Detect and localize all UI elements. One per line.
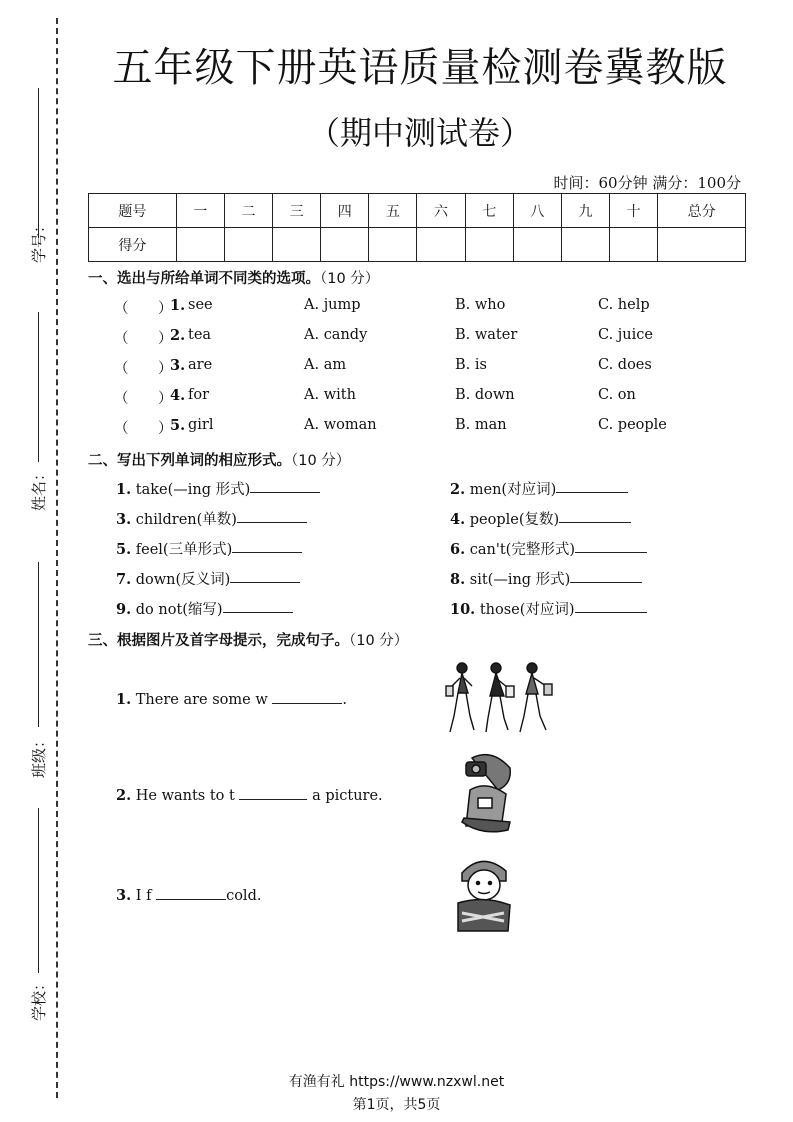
question-number: 5. <box>170 417 186 434</box>
score-cell[interactable] <box>369 228 417 262</box>
time-info: 时间：60分钟 满分：100分 <box>553 174 741 192</box>
question-number: 10. <box>450 601 476 618</box>
answer-paren-open[interactable]: （ <box>114 391 129 407</box>
answer-paren-open[interactable]: （ <box>114 421 129 437</box>
score-table <box>88 193 746 262</box>
sentence-text: There are some w <box>135 692 268 708</box>
section-3-title: 三、根据图片及首字母提示，完成句子。 <box>88 633 349 649</box>
option-a: A. jump <box>304 297 361 313</box>
score-table-score-row <box>89 228 746 262</box>
option-b: B. man <box>455 417 507 433</box>
answer-blank[interactable] <box>570 568 642 583</box>
list-item <box>0 327 793 349</box>
sentence-text: He wants to t <box>135 788 235 804</box>
score-header-cell: 二 <box>224 194 272 228</box>
answer-blank[interactable] <box>556 478 628 493</box>
watermark: 有渔有礼 https://www.nzxwl.net <box>288 1074 505 1090</box>
answer-paren-close: ） <box>158 361 173 377</box>
section-2-heading <box>88 449 350 470</box>
question-number: 5. <box>116 541 132 558</box>
score-header-cell: 八 <box>513 194 561 228</box>
list-item <box>0 538 793 560</box>
answer-paren-close: ） <box>158 301 173 317</box>
list-item <box>0 508 793 530</box>
question-number: 1. <box>116 691 132 708</box>
binding-margin <box>0 0 60 1122</box>
question-word: tea <box>188 327 212 343</box>
list-item <box>0 297 793 319</box>
score-cell[interactable] <box>224 228 272 262</box>
option-b: B. who <box>455 297 506 313</box>
answer-blank[interactable] <box>559 508 631 523</box>
score-cell[interactable] <box>273 228 321 262</box>
option-c: C. does <box>598 357 652 373</box>
girl-cold-illustration <box>450 855 516 933</box>
question-number: 3. <box>116 887 132 904</box>
sentence-text: I f <box>135 888 152 904</box>
question-number: 1. <box>116 481 132 498</box>
score-header-cell: 题号 <box>89 194 177 228</box>
sentence-end: a picture. <box>312 788 383 804</box>
score-header-cell: 五 <box>369 194 417 228</box>
answer-paren-open[interactable]: （ <box>114 331 129 347</box>
answer-blank[interactable] <box>575 598 647 613</box>
question-number: 9. <box>116 601 132 618</box>
word-prompt: sit(—ing 形式) <box>469 572 571 588</box>
woman-figure-3 <box>520 663 552 732</box>
option-b: B. is <box>455 357 487 373</box>
option-b: B. down <box>455 387 515 403</box>
answer-blank[interactable] <box>223 598 293 613</box>
score-header-cell: 三 <box>273 194 321 228</box>
question-number: 2. <box>170 327 186 344</box>
answer-blank[interactable] <box>272 689 342 704</box>
score-cell[interactable] <box>513 228 561 262</box>
answer-blank[interactable] <box>156 885 226 900</box>
option-a: A. woman <box>304 417 377 433</box>
woman-figure-2 <box>486 663 514 732</box>
question-number: 3. <box>116 511 132 528</box>
sentence-item <box>116 689 347 708</box>
question-number: 2. <box>450 481 466 498</box>
page-number: 第1页，共5页 <box>352 1097 441 1113</box>
question-number: 3. <box>170 357 186 374</box>
answer-paren-close: ） <box>158 331 173 347</box>
answer-paren-close: ） <box>158 391 173 407</box>
section-1-title: 一、选出与所给单词不同类的选项。 <box>88 271 320 287</box>
answer-blank[interactable] <box>237 508 307 523</box>
word-prompt: those(对应词) <box>479 602 575 618</box>
section-2-points: （10 分） <box>291 453 351 469</box>
score-table-header-row <box>89 194 746 228</box>
student-id-line <box>38 88 39 238</box>
sentence-item <box>116 885 261 904</box>
sentence-end: . <box>342 692 347 708</box>
question-number: 4. <box>170 387 186 404</box>
score-header-cell: 九 <box>561 194 609 228</box>
question-word: see <box>188 297 213 313</box>
name-label: 姓名： <box>30 465 49 512</box>
option-c: C. juice <box>598 327 653 343</box>
option-c: C. on <box>598 387 636 403</box>
word-prompt: take(—ing 形式) <box>135 482 251 498</box>
question-number: 2. <box>116 787 132 804</box>
question-number: 7. <box>116 571 132 588</box>
word-prompt: feel(三单形式) <box>135 542 233 558</box>
student-id-label: 学号： <box>30 217 49 264</box>
list-item <box>0 387 793 409</box>
word-prompt: men(对应词) <box>469 482 557 498</box>
score-cell[interactable] <box>658 228 746 262</box>
sentence-end: cold. <box>226 888 262 904</box>
section-3-heading <box>88 629 408 650</box>
word-prompt: people(复数) <box>469 512 560 528</box>
sentence-item <box>116 785 383 804</box>
question-number: 4. <box>450 511 466 528</box>
score-header-cell: 七 <box>465 194 513 228</box>
score-header-cell: 六 <box>417 194 465 228</box>
answer-paren-open[interactable]: （ <box>114 301 129 317</box>
option-c: C. people <box>598 417 667 433</box>
answer-blank[interactable] <box>575 538 647 553</box>
section-1-points: （10 分） <box>320 271 380 287</box>
list-item <box>0 478 793 500</box>
score-header-cell: 四 <box>321 194 369 228</box>
option-a: A. am <box>304 357 347 373</box>
score-cell[interactable] <box>176 228 224 262</box>
score-cell[interactable] <box>417 228 465 262</box>
question-number: 6. <box>450 541 466 558</box>
word-prompt: children(单数) <box>135 512 237 528</box>
score-row-label: 得分 <box>89 228 177 262</box>
class-label: 班级： <box>30 732 49 779</box>
answer-blank[interactable] <box>239 785 307 800</box>
section-3-points: （10 分） <box>349 633 409 649</box>
option-b: B. water <box>455 327 518 343</box>
woman-figure-1 <box>446 663 474 732</box>
women-shopping-illustration <box>440 658 558 736</box>
school-label: 学校： <box>30 975 49 1022</box>
option-a: A. with <box>304 387 356 403</box>
word-prompt: can't(完整形式) <box>469 542 575 558</box>
answer-paren-close: ） <box>158 421 173 437</box>
score-cell[interactable] <box>465 228 513 262</box>
score-cell[interactable] <box>321 228 369 262</box>
boy-camera-illustration <box>452 750 518 836</box>
answer-blank[interactable] <box>232 538 302 553</box>
page-subtitle: （期中测试卷） <box>307 114 532 152</box>
question-word: girl <box>188 417 214 433</box>
list-item <box>0 568 793 590</box>
list-item <box>0 417 793 439</box>
score-cell[interactable] <box>610 228 658 262</box>
option-c: C. help <box>598 297 650 313</box>
question-number: 1. <box>170 297 186 314</box>
answer-blank[interactable] <box>230 568 300 583</box>
option-a: A. candy <box>304 327 368 343</box>
question-word: for <box>188 387 210 403</box>
word-prompt: do not(缩写) <box>135 602 223 618</box>
page-title: 五年级下册英语质量检测卷冀教版 <box>112 45 728 91</box>
word-prompt: down(反义词) <box>135 572 231 588</box>
school-line <box>38 808 39 973</box>
question-number: 8. <box>450 571 466 588</box>
answer-paren-open[interactable]: （ <box>114 361 129 377</box>
section-1-heading <box>88 267 379 288</box>
score-cell[interactable] <box>561 228 609 262</box>
list-item <box>0 598 793 620</box>
section-2-title: 二、写出下列单词的相应形式。 <box>88 453 291 469</box>
answer-blank[interactable] <box>250 478 320 493</box>
score-header-cell: 总分 <box>658 194 746 228</box>
question-word: are <box>188 357 213 373</box>
list-item <box>0 357 793 379</box>
score-header-cell: 一 <box>176 194 224 228</box>
score-header-cell: 十 <box>610 194 658 228</box>
